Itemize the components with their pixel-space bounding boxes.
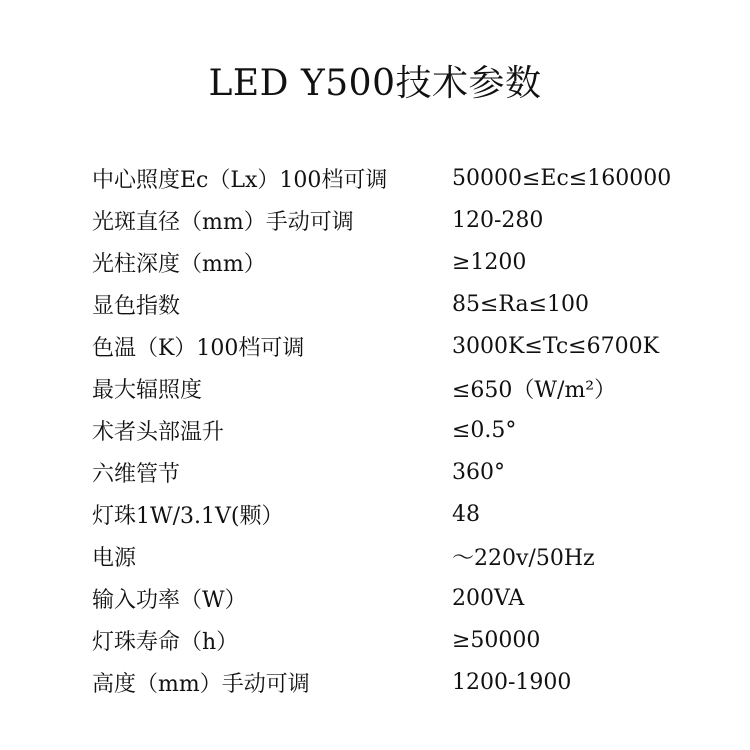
spec-value: ～220v/50Hz [452,545,595,571]
spec-table [92,157,712,703]
spec-label: 电源 [92,545,137,571]
spec-label: 中心照度Ec（Lx）100档可调 [92,167,388,193]
spec-row [92,409,712,451]
spec-label: 高度（mm）手动可调 [92,671,310,697]
spec-value: ≤0.5° [452,417,517,443]
spec-value: ≥1200 [452,249,527,275]
spec-row [92,493,712,535]
spec-label: 术者头部温升 [92,419,225,445]
spec-label: 六维管节 [92,461,181,487]
spec-value: 50000≤Ec≤160000 [452,165,672,191]
spec-value: 85≤Ra≤100 [452,291,590,317]
spec-value: 3000K≤Tc≤6700K [452,333,660,359]
spec-label: 输入功率（W） [92,587,247,613]
spec-row [92,661,712,703]
spec-label: 光斑直径（mm）手动可调 [92,209,354,235]
spec-row [92,451,712,493]
spec-value: 48 [452,501,480,527]
spec-label: 最大辐照度 [92,377,203,403]
spec-row [92,535,712,577]
spec-value: ≥50000 [452,627,541,653]
spec-label: 灯珠寿命（h） [92,629,239,655]
document-title: LED Y500技术参数 [208,63,542,104]
spec-row [92,367,712,409]
spec-row [92,157,712,199]
spec-label: 光柱深度（mm） [92,251,266,277]
spec-label: 显色指数 [92,293,181,319]
spec-value: ≤650（W/m²） [452,377,617,403]
spec-row [92,199,712,241]
spec-value: 120-280 [452,207,544,233]
spec-row [92,577,712,619]
spec-row [92,241,712,283]
spec-label: 灯珠1W/3.1V(颗） [92,503,284,529]
spec-value: 200VA [452,585,525,611]
spec-label: 色温（K）100档可调 [92,335,305,361]
spec-row [92,325,712,367]
spec-value: 360° [452,459,505,485]
spec-row [92,619,712,661]
spec-row [92,283,712,325]
spec-value: 1200-1900 [452,669,572,695]
